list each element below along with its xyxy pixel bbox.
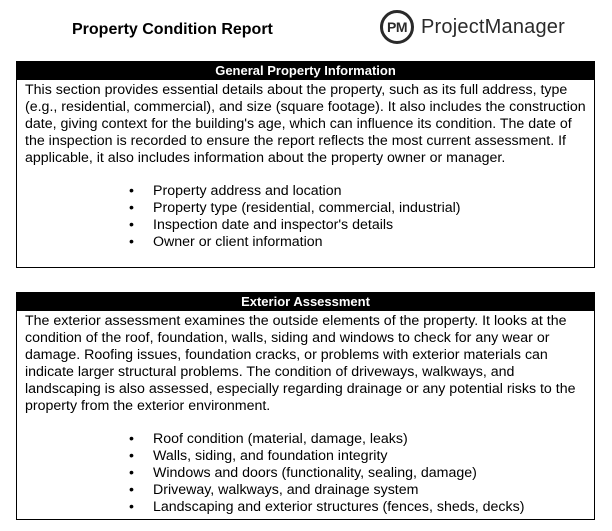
section-heading: General Property Information (17, 62, 594, 80)
list-item: • Driveway, walkways, and drainage system (153, 482, 586, 499)
pm-logo-icon: PM (380, 10, 414, 44)
section-general-property-information (16, 61, 595, 268)
section-heading: Exterior Assessment (17, 293, 594, 311)
section-body (17, 80, 594, 251)
list-item: • Owner or client information (153, 234, 586, 251)
brand-logo (380, 10, 565, 44)
bullet-list (25, 183, 586, 251)
page-title: Property Condition Report (72, 21, 273, 38)
section-exterior-assessment (16, 292, 595, 520)
list-item: • Property address and location (153, 183, 586, 200)
brand-name: ProjectManager (421, 15, 565, 38)
list-item: • Property type (residential, commercial, industrial) (153, 200, 586, 217)
list-item: • Walls, siding, and foundation integrity (153, 448, 586, 465)
section-paragraph: The exterior assessment examines the outside elements of the property. It looks at the condition of the roof, foundation, walls, siding and windows to check for any wear or damage. Roofing issues, foundation cracks, or problems with exterior materials can indicate larger structural problems. The condition of driveways, walkways, and landscaping is also assessed, especially regarding drainage or any potential risks to the property from the exterior environment. (25, 313, 576, 414)
list-item: • Roof condition (material, damage, leaks) (153, 431, 586, 448)
bullet-list (25, 431, 586, 516)
section-paragraph: This section provides essential details about the property, such as its full address, type (e.g., residential, commercial), and size (square footage). It also includes the construction date, giving context for the building's age, which can influence its condition. The date of the inspection is recorded to ensure the report reflects the most current assessment. If applicable, it also includes information about the property owner or manager. (25, 82, 586, 166)
list-item: • Inspection date and inspector's details (153, 217, 586, 234)
list-item: • Windows and doors (functionality, sealing, damage) (153, 465, 586, 482)
section-body (17, 311, 594, 516)
list-item: • Landscaping and exterior structures (fences, sheds, decks) (153, 499, 586, 516)
